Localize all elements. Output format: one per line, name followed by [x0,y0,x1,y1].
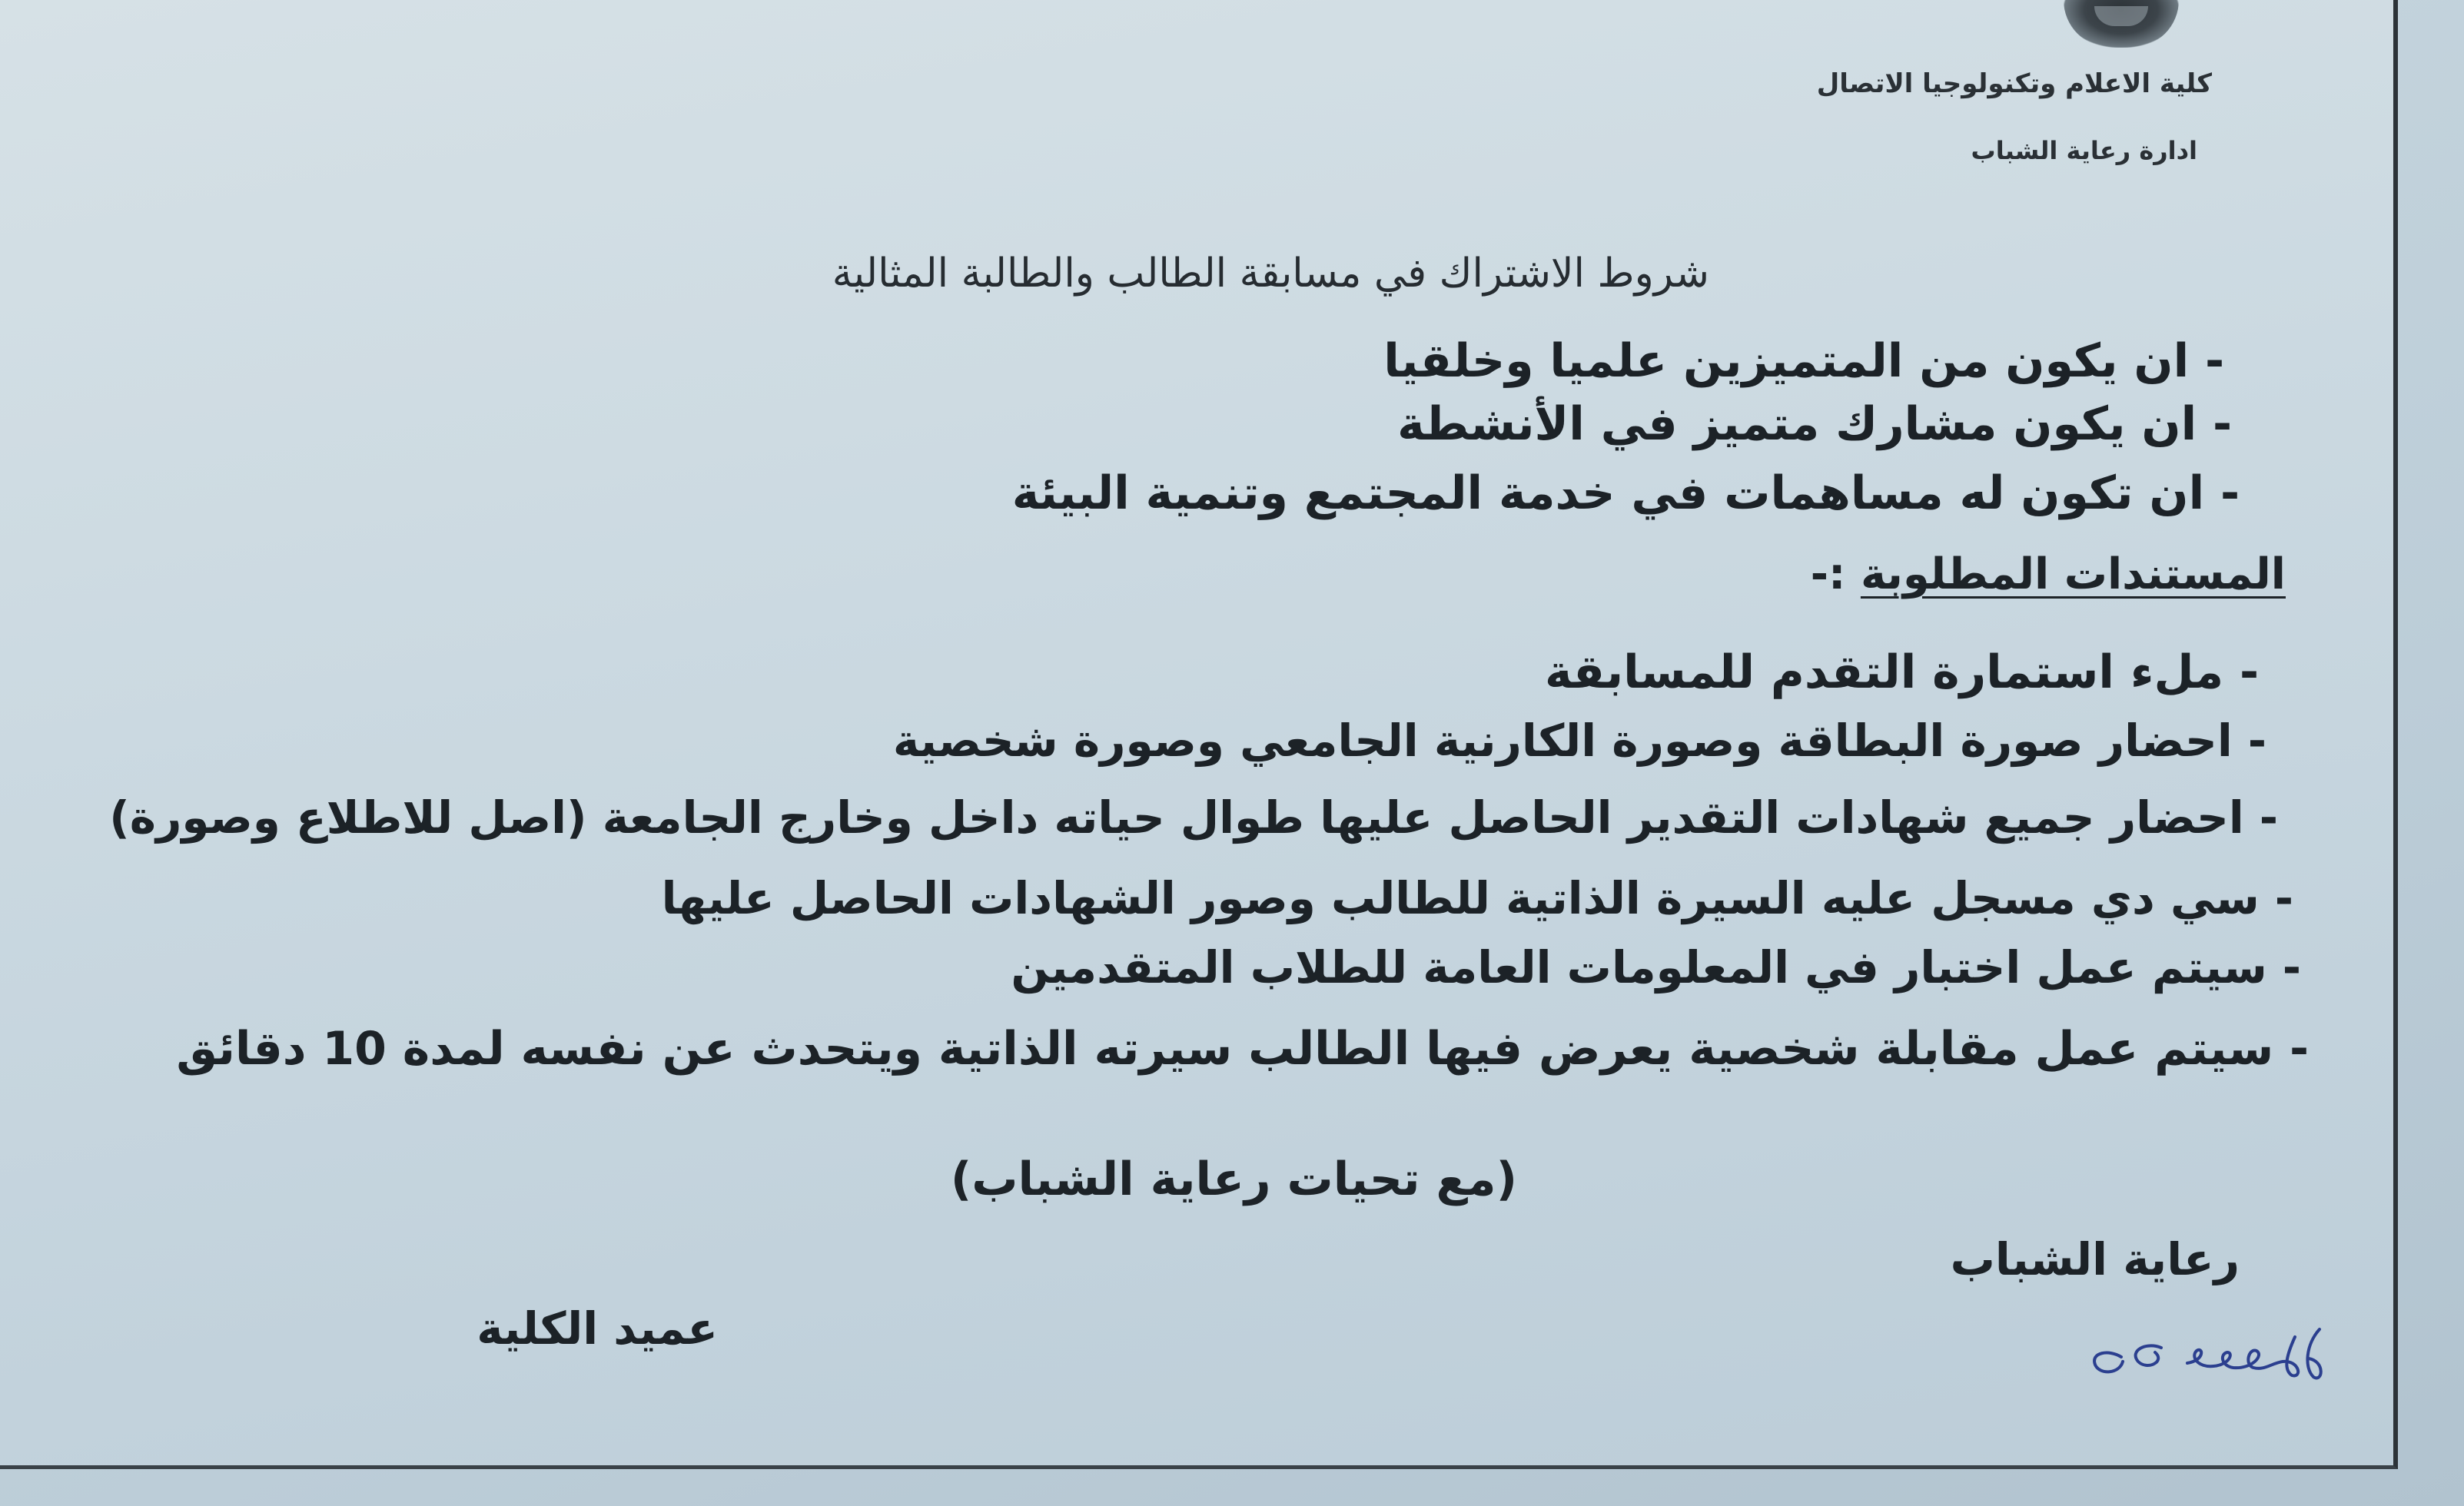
document-item: - سيتم عمل مقابلة شخصية يعرض فيها الطالب سيرته الذاتية ويتحدث عن نفسه لمدة 10 دقائق [176,1022,2309,1076]
university-logo [2064,0,2179,48]
documents-heading-label: المستندات المطلوبة [1860,549,2286,599]
document-title: شروط الاشتراك في مسابقة الطالب والطالبة المثالية [832,250,1709,297]
document-item: - ملء استمارة التقدم للمسابقة [1545,645,2259,699]
document-item: - سيتم عمل اختبار في المعلومات العامة للطلاب المتقدمين [1011,941,2301,993]
document-item: - احضار صورة البطاقة وصورة الكارنية الجامعي وصورة شخصية [892,715,2266,767]
condition-item: - ان يكون من المتميزين علميا وخلقيا [1383,334,2224,388]
documents-heading [1810,549,2286,599]
condition-item: - ان تكون له مساهمات في خدمة المجتمع وتنمية البيئة [1011,466,2240,520]
dean-signature-title: عميد الكلية [477,1302,718,1355]
faculty-name: كلية الاعلام وتكنولوجيا الاتصال [1816,68,2212,99]
document-item: - سي دي مسجل عليه السيرة الذاتية للطالب وصور الشهادات الحاصل عليها [661,872,2293,924]
closing-greeting: (مع تحيات رعاية الشباب) [950,1153,1517,1206]
handwritten-signature [2075,1314,2329,1391]
document-item: - احضار جميع شهادات التقدير الحاصل عليها طوال حياته داخل وخارج الجامعة (اصل للاطلاع وصورة) [109,791,2278,844]
condition-item: - ان يكون مشارك متميز في الأنشطة [1397,397,2232,451]
youth-care-signature-title: رعاية الشباب [1950,1233,2240,1285]
documents-heading-suffix: :- [1810,549,1861,599]
department-name: ادارة رعاية الشباب [1971,136,2197,165]
